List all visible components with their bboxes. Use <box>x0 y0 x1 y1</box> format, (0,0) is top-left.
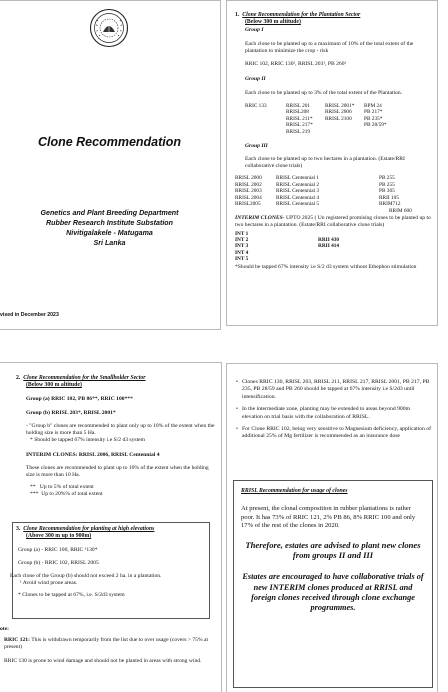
rric121-text: This is withdrawn temporarily from the list due to over usage (covers > 75% at present) <box>4 637 209 651</box>
table-cell <box>245 129 286 135</box>
bullet-magnesium: For Clone RRIC 102, being very sensitive to Magnesium deficiency, application of additional 25% of Mg fertilizer is recommended as an insurance dose <box>242 426 432 440</box>
table-cell: PB 235* <box>364 115 383 122</box>
tapping-note: * Should be tapped 67% intensity i.e S/2 d3 system <box>30 437 145 444</box>
table-cell: RRISL 2001* <box>325 102 355 109</box>
table-cell: PB 305 <box>379 188 395 195</box>
table-cell: RRISL Centennial 3 <box>276 188 320 195</box>
table-cell: RRISL 201 <box>286 102 311 109</box>
table-cell: RRII 414 <box>318 243 340 250</box>
group-2-label: Group II <box>245 76 266 83</box>
group-3-clone-table <box>235 175 415 214</box>
interim-clones-plantation <box>235 215 431 229</box>
table-cell: RRISL 2002 <box>235 181 262 188</box>
table-cell: RRIM712 <box>379 201 401 208</box>
org-line-department: Genetics and Plant Breeding Department <box>40 209 179 217</box>
table-cell <box>364 129 390 135</box>
table-cell: INT 5 <box>235 256 249 263</box>
clonal-composition-text: At present, the clonal composition in rubber plantations is rather poor. It has 73% of RRIC 121, 2% PB 86, 8% RRIC 100 and only 17% of the rest of the clones in 2020. <box>241 505 416 530</box>
table-cell: RRISL 2100 <box>325 115 352 122</box>
table-cell: RRISL Centennial 2 <box>276 181 320 188</box>
rric121-label: RRIC 121: <box>4 637 30 644</box>
table-cell <box>235 208 276 214</box>
high-note-1: Each clone of the Group (b) should not exceed 2 ha. in a plantation. <box>10 573 162 580</box>
table-cell: RRISL 2000 <box>235 175 262 182</box>
group-1-label: Group I <box>245 26 264 33</box>
advice-new-clones: Therefore, estates are advised to plant new clones from groups II and III <box>245 539 421 561</box>
group-b-clones: Group (b) RRISL 203*, RRISL 2001* <box>26 409 116 416</box>
table-cell: PB 255 <box>379 175 395 182</box>
table-cell: PB 255 <box>379 181 395 188</box>
slide-title <box>0 0 221 330</box>
section-number: 3. <box>16 526 21 532</box>
table-cell: RRII 430 <box>318 236 340 243</box>
table-cell: PB 217* <box>364 109 383 116</box>
table-row <box>245 129 390 135</box>
usage-box-title: RRISL Recommendation for usage of clones <box>241 488 348 494</box>
high-elevation-box <box>12 522 210 619</box>
table-cell: BPM 24 <box>364 102 382 109</box>
list-item: • In the intermediate zone, planting may be extended to areas beyond 900m elevation on trial basis with the collaboration of RRISL. <box>236 406 432 421</box>
table-cell: RRIC 133 <box>245 102 267 109</box>
advice-collaborative-trials: Estates are encouraged to have collaborative trials of new INTERIM clones produced at RRISL and foreign clones received through clone exchange programmes. <box>242 572 424 613</box>
section-number: 2. <box>16 375 21 381</box>
footnote-2: Up to 20%% of total extent <box>41 491 103 498</box>
table-cell: RRISL 2006 <box>325 109 352 116</box>
group-2-clone-table <box>245 103 390 135</box>
group-1-text: Each clone to be planted up to a maximum of 10% of the total extent of the plantation to minimize the crop - risk <box>245 40 414 55</box>
table-cell: RRISL Centennial 5 <box>276 201 320 208</box>
table-cell: INT 4 <box>235 249 249 256</box>
table-cell: RRISL 211* <box>286 115 313 122</box>
interim-clone-table <box>235 231 342 263</box>
group-1-clones: RRIC 102, RRIC 130¹, RRISL 203¹, PB 260¹ <box>245 61 347 68</box>
footnote-mark: *** <box>30 491 39 498</box>
table-cell: RRISL Centennial 1 <box>276 175 320 182</box>
high-group-a: Group (a) - RRIC 100, RRIC ¹130* <box>18 546 98 553</box>
slide-title-text: Clone Recommendation <box>37 135 182 149</box>
section-subheading: (Below 300 m altitude) <box>26 382 82 389</box>
org-line-location: Nivitigalakele - Matugama <box>66 228 153 237</box>
footnote-mark: ** <box>30 484 36 491</box>
table-cell: RRISL 2004 <box>235 194 262 201</box>
list-item: • Clones RRIC 130, RRISL 203, RRISL 211, RRISL 217, RRISL 2001, PB 217, PB 235, PB 28/59 and PB 260 should be tapped at 67% intensity i.e S/2d3 until intensification. <box>236 379 432 401</box>
table-cell: INT 1 <box>235 230 249 237</box>
high-group-b: Group (b) - RRIC 102, RRISL 2005 <box>18 559 99 566</box>
institute-seal-logo <box>89 8 129 48</box>
section-heading-smallholder: Clone Recommendation for the Smallholder Sector <box>23 375 146 381</box>
table-cell: RRII 105 <box>379 194 399 201</box>
interim-clones-smallholder: INTERIM CLONES: RRISL 2006, RRISL Centennial 4 <box>26 451 160 458</box>
table-cell: INT 3 <box>235 243 249 250</box>
section-subheading: (Below 300 m altitude) <box>245 19 301 26</box>
table-cell: RRIM 600 <box>389 207 412 214</box>
bullet-intermediate-zone: In the intermediate zone, planting may be extended to areas beyond 900m elevation on trial basis with the collaboration of RRISL. <box>242 406 411 420</box>
group-a-clones: Group (a) RRIC 102, PB 86**, RRIC 100*** <box>26 395 133 402</box>
usage-recommendation-box <box>233 480 433 688</box>
tapping-footnote: *Should be tapped 67% intensity i.e S/2 d3 system without Ethephon stimulation <box>235 263 417 270</box>
table-cell: INT 2 <box>235 236 249 243</box>
rric130-note: RRIC 130 is prone to wind damage and should not be planted in areas with strong wind. <box>4 658 202 665</box>
high-note-2: ¹ Avoid wind prone areas. <box>20 580 78 587</box>
table-cell: RRISL208 <box>286 109 309 116</box>
group-3-text: Each clone to be planted up to two hectares in a plantation. (Estate/RRI collaborative clone trials) <box>245 156 405 170</box>
table-cell: PB 28/59* <box>364 122 387 129</box>
note-label: ote: <box>0 626 10 632</box>
bullet-tapping-clones: Clones RRIC 130, RRISL 203, RRISL 211, RRISL 217, RRISL 2001, PB 217, PB 235, PB 28/59 and PB 260 should be tapped at 67% intensity i.e S/2d3 until intensification. <box>242 379 430 400</box>
slide-usage-recommendation <box>226 363 438 692</box>
table-cell: RRISL 217* <box>286 122 313 129</box>
slide-smallholder-sector <box>0 362 222 692</box>
group-b-note: - "Group b" clones are recommended to plant only up to 10% of the extent when the holding size is more than 5 Ha. <box>26 423 215 437</box>
table-cell <box>318 256 342 262</box>
table-cell <box>276 208 379 214</box>
group-2-text: Each clone to be planted up to 3% of the total extent of the Plantation. <box>245 89 403 96</box>
table-cell: RRISL 2003 <box>235 188 262 195</box>
organisation-block <box>0 209 221 249</box>
section-number: 1. <box>235 12 240 18</box>
interim-text: These clones are recommended to plant up to 10% of the extent when the holding size is more than 10 Ha. <box>26 464 209 478</box>
table-row <box>235 208 415 214</box>
list-item: • For Clone RRIC 102, being very sensitive to Magnesium deficiency, application of additional 25% of Mg fertilizer is recommended as an insurance dose <box>236 426 432 440</box>
group-3-label: Group III <box>245 143 268 150</box>
section-heading-plantation: Clone Recommendation for the Plantation Sector <box>242 12 361 18</box>
section-heading-high-elevation: Clone Recommendation for planting at high elevations <box>23 526 155 532</box>
table-cell: RRISL2005 <box>235 201 261 208</box>
org-line-country: Sri Lanka <box>93 238 126 247</box>
footnote-1: Up to 5% of total extent <box>39 484 94 491</box>
interim-label: INTERIM CLONES <box>235 215 283 222</box>
interim-text: - UPTO 2025 ( Un registered promising clones to be planted up to two hectares in a plantation. (Estate/RRI collaborative clone trials) <box>235 215 431 229</box>
table-cell <box>325 129 364 135</box>
table-row <box>235 256 342 262</box>
table-cell: RRISL 219 <box>286 128 311 135</box>
section-subheading: (Above 300 m up to 900m) <box>26 533 92 540</box>
revision-date: vised in December 2023 <box>0 312 59 318</box>
org-line-institute: Rubber Research Institute Substation <box>46 218 173 227</box>
high-note-3: * Clones to be tapped at 67%, i.e. S/2d3 system <box>18 592 125 599</box>
table-cell: RRISL Centennial 4 <box>276 194 320 201</box>
slide-plantation-sector <box>226 0 438 326</box>
